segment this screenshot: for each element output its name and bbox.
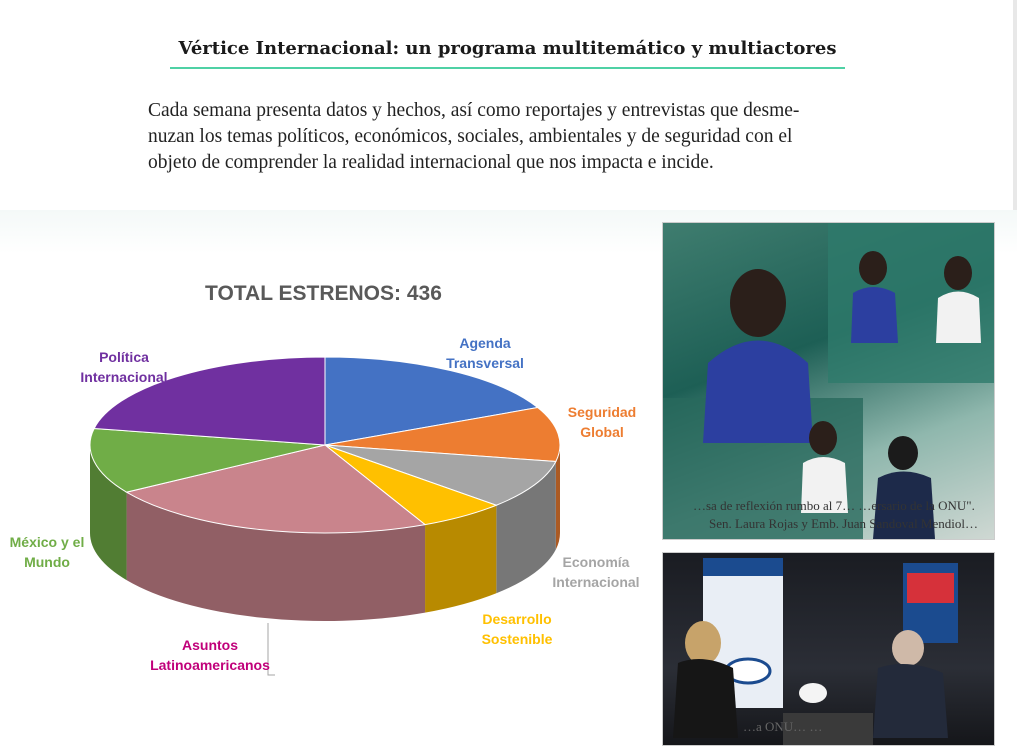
label-economia-line2: Internacional: [552, 574, 640, 590]
label-asuntos-line2: Latinoamericanos: [150, 657, 270, 673]
label-agenda-line1: Agenda: [459, 335, 511, 351]
label-agenda-line2: Transversal: [446, 355, 524, 371]
title-underline: [170, 67, 845, 69]
label-politica-line2: Internacional: [80, 369, 168, 385]
label-asuntos-line1: Asuntos: [182, 637, 238, 653]
label-politica-line1: Política: [99, 349, 149, 365]
label-desarrollo-sostenible: [462, 609, 572, 649]
label-desarrollo-line2: Sostenible: [481, 631, 553, 647]
intro-line-3: objeto de comprender la realidad internacional que nos impacta e incide.: [148, 152, 714, 173]
ort-interview-photo: [662, 552, 995, 746]
chart-title: TOTAL ESTRENOS: 436: [205, 282, 442, 305]
intro-line-2: nuzan los temas políticos, económicos, sociales, ambientales y de seguridad con el: [148, 126, 793, 147]
tv-set-photo: [662, 222, 995, 540]
tv-photo-caption-1: …sa de reflexión rumbo al 7… …ersario de la ONU".: [693, 498, 975, 513]
label-agenda-transversal: [430, 333, 540, 373]
ort-photo-caption: …a ONU… …: [743, 719, 823, 734]
label-mexico-line2: Mundo: [24, 554, 70, 570]
label-economia-internacional: [540, 552, 652, 592]
label-mexico-line1: México y el: [9, 534, 85, 550]
tv-set-illustration: [663, 223, 994, 539]
ort-interview-illustration: [663, 553, 994, 745]
label-seguridad-line2: Global: [580, 424, 624, 440]
label-desarrollo-line1: Desarrollo: [482, 611, 552, 627]
label-politica-internacional: [68, 347, 180, 387]
label-seguridad-line1: Seguridad: [567, 404, 637, 420]
label-mexico-y-el-mundo: [2, 532, 92, 572]
label-seguridad-global: [552, 402, 652, 442]
page-title: Vértice Internacional: un programa multitemático y multiactores: [178, 38, 837, 59]
intro-paragraph: [148, 98, 868, 176]
label-economia-line1: Economía: [562, 554, 630, 570]
tv-photo-caption-2: Sen. Laura Rojas y Emb. Juan Sandoval Mendiol…: [709, 516, 978, 531]
intro-line-1: Cada semana presenta datos y hechos, así como reportajes y entrevistas que desme-: [148, 100, 800, 121]
label-asuntos-latinoamericanos: [140, 635, 280, 675]
